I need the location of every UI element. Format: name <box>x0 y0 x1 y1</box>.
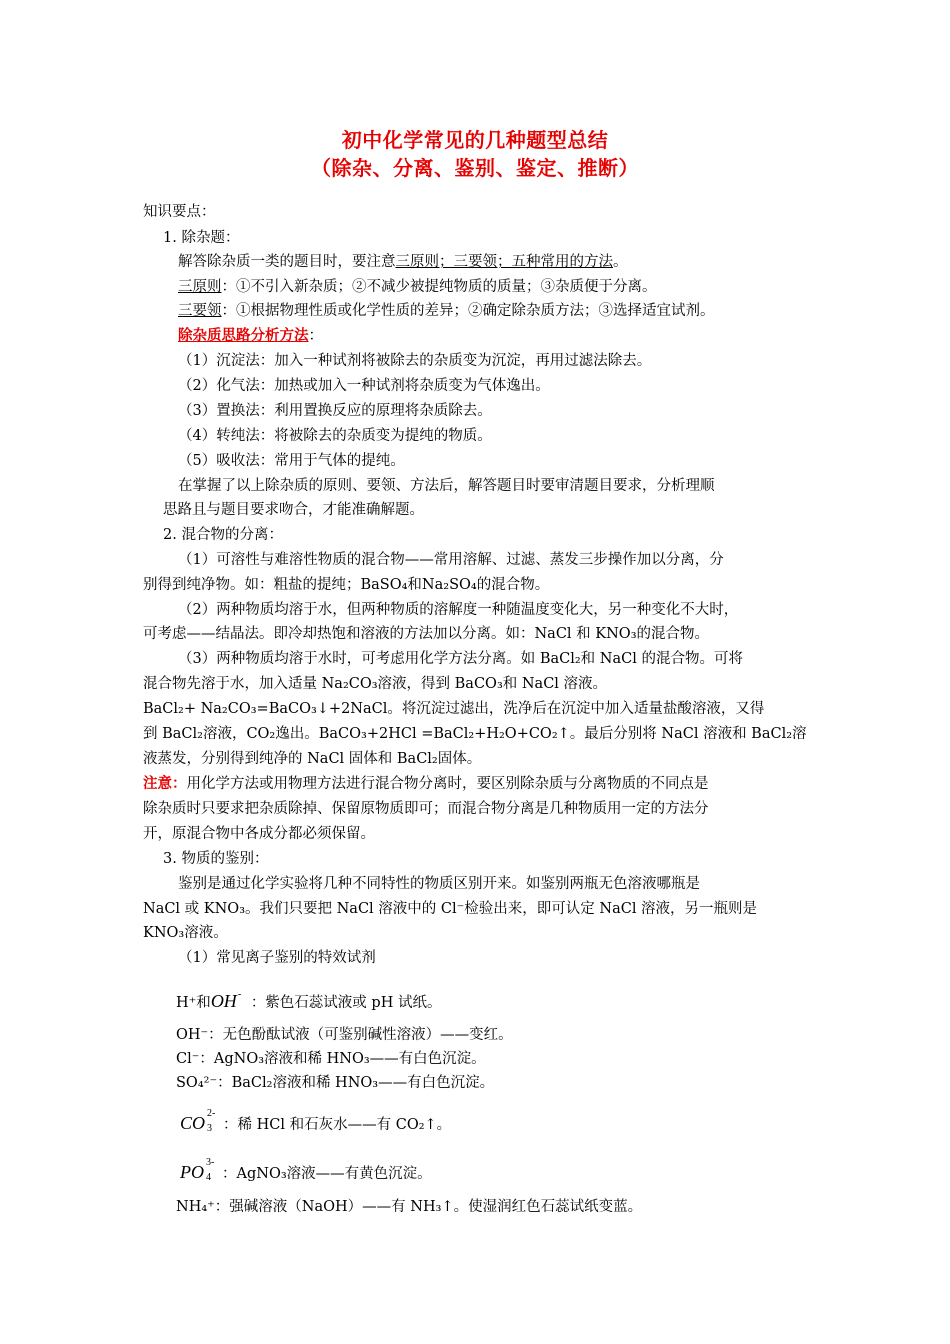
section-1-heading: 1. 除杂题： <box>163 230 240 246</box>
so4-reagent-line: SO₄²⁻：BaCl₂溶液和稀 HNO₃——有白色沉淀。 <box>176 1075 495 1091</box>
s2-a-line-2: 别得到纯净物。如：粗盐的提纯；BaSO₄和Na₂SO₄的混合物。 <box>143 577 550 593</box>
document-title: 初中化学常见的几种题型总结 <box>341 128 609 152</box>
note-line-1 <box>143 774 709 794</box>
s1-summary-line-1: 在掌握了以上除杂质的原则、要领、方法后，解答题目时要审清题目要求，分析理顺 <box>178 478 715 494</box>
po4-charge: 3- <box>206 1157 215 1168</box>
co3-formula-text: CO <box>180 1113 206 1133</box>
s3-line-2: NaCl 或 KNO₃。我们只要把 NaCl 溶液中的 Cl⁻检验出来，即可认定 NaCl 溶液，另一瓶则是 <box>143 901 758 917</box>
three-essentials-label: 三要领 <box>178 303 222 319</box>
s2-c-line-2: 混合物先溶于水，加入适量 Na₂CO₃溶液，得到 BaCO₃和 NaCl 溶液。 <box>143 676 608 692</box>
three-principles-label: 三原则 <box>178 279 222 295</box>
nh4-reagent-line: NH₄⁺：强碱溶液（NaOH）——有 NH₃↑。使湿润红色石蕊试纸变蓝。 <box>176 1199 643 1215</box>
note-line-2: 除杂质时只要求把杂质除掉、保留原物质即可；而混合物分离是几种物质用一定的方法分 <box>143 801 709 817</box>
s1-p1-underlined: 三原则；三要领；五种常用的方法 <box>395 254 613 270</box>
section-3-heading: 3. 物质的鉴别： <box>163 851 269 867</box>
h-oh-reagent-line <box>176 991 441 1013</box>
h-oh-reagent-text: ：紫色石蕊试液或 pH 试纸。 <box>250 995 442 1011</box>
po4-reagent-line <box>180 1157 432 1184</box>
co3-formula <box>180 1108 216 1134</box>
h-ion-label: H⁺和 <box>176 995 211 1011</box>
s3-line-3: KNO₃溶液。 <box>143 925 228 941</box>
note-text-1: 用化学方法或用物理方法进行混合物分离时，要区别除杂质与分离物质的不同点是 <box>186 776 709 792</box>
note-line-3: 开，原混合物中各成分都必须保留。 <box>143 826 375 842</box>
section-2-heading: 2. 混合物的分离： <box>163 527 283 543</box>
s2-b-line-1: （2）两种物质均溶于水，但两种物质的溶解度一种随温度变化大，另一种变化不大时， <box>178 602 739 618</box>
document-subtitle: （除杂、分离、鉴别、鉴定、推断） <box>311 156 639 180</box>
method-title <box>178 326 323 346</box>
po4-reagent-text: ：AgNO₃溶液——有黄色沉淀。 <box>222 1166 432 1182</box>
po4-subscript: 4 <box>206 1172 211 1183</box>
s2-c-line-1: （3）两种物质均溶于水时，可考虑用化学方法分离。如 BaCl₂和 NaCl 的混合物。可将 <box>178 651 743 667</box>
method-3: （3）置换法：利用置换反应的原理将杂质除去。 <box>178 403 492 419</box>
oh-charge: - <box>237 989 242 1000</box>
co3-reagent-text: ：稀 HCl 和石灰水——有 CO₂↑。 <box>223 1117 452 1133</box>
s1-paragraph-1 <box>178 252 628 272</box>
method-title-colon: ： <box>308 328 323 344</box>
ion-reagent-heading: （1）常见离子鉴别的特效试剂 <box>178 950 376 966</box>
s1-summary-line-2: 思路且与题目要求吻合，才能准确解题。 <box>163 502 424 518</box>
s1-three-essentials <box>178 301 715 321</box>
po4-formula <box>180 1157 215 1183</box>
note-label: 注意： <box>143 775 187 792</box>
s2-b-line-2: 可考虑——结晶法。即冷却热饱和溶液的方法加以分离。如：NaCl 和 KNO₃的混合物。 <box>143 626 709 642</box>
s2-a-line-1: （1）可溶性与难溶性物质的混合物——常用溶解、过滤、蒸发三步操作加以分离，分 <box>178 552 724 568</box>
three-principles-text: ：①不引入新杂质；②不减少被提纯物质的质量；③杂质便于分离。 <box>221 279 657 295</box>
oh-formula-text: OH <box>210 991 237 1011</box>
s2-c-line-4: 到 BaCl₂溶液，CO₂逸出。BaCO₃+2HCl =BaCl₂+H₂O+CO₂↑。最后分别将 NaCl 溶液和 BaCl₂溶 <box>143 726 807 742</box>
oh-formula <box>210 989 242 1011</box>
co3-subscript: 3 <box>207 1123 212 1134</box>
s2-c-line-5: 液蒸发，分别得到纯净的 NaCl 固体和 BaCl₂固体。 <box>143 751 482 767</box>
method-2: （2）化气法：加热或加入一种试剂将杂质变为气体逸出。 <box>178 378 550 394</box>
knowledge-points-label: 知识要点： <box>143 204 216 220</box>
three-essentials-text: ：①根据物理性质或化学性质的差异；②确定除杂质方法；③选择适宜试剂。 <box>221 303 715 319</box>
method-5: （5）吸收法：常用于气体的提纯。 <box>178 453 405 469</box>
s1-three-principles <box>178 277 657 297</box>
method-title-text: 除杂质思路分析方法 <box>178 327 309 344</box>
s1-p1-end: 。 <box>613 254 628 270</box>
oh-reagent-line: OH⁻：无色酚酞试液（可鉴别碱性溶液）——变红。 <box>176 1027 513 1043</box>
method-4: （4）转纯法：将被除去的杂质变为提纯的物质。 <box>178 428 492 444</box>
s3-line-1: 鉴别是通过化学实验将几种不同特性的物质区别开来。如鉴别两瓶无色溶液哪瓶是 <box>178 876 700 892</box>
co3-reagent-line <box>180 1108 452 1135</box>
po4-formula-text: PO <box>180 1162 204 1182</box>
cl-reagent-line: Cl⁻：AgNO₃溶液和稀 HNO₃——有白色沉淀。 <box>176 1051 486 1067</box>
method-1: （1）沉淀法：加入一种试剂将被除去的杂质变为沉淀，再用过滤法除去。 <box>178 353 652 369</box>
s1-p1-text: 解答除杂质一类的题目时，要注意 <box>178 254 396 270</box>
s2-c-line-3: BaCl₂+ Na₂CO₃=BaCO₃↓+2NaCl。将沉淀过滤出，洗净后在沉淀中加入适量盐酸溶液，又得 <box>143 701 765 717</box>
co3-charge: 2- <box>207 1108 216 1119</box>
